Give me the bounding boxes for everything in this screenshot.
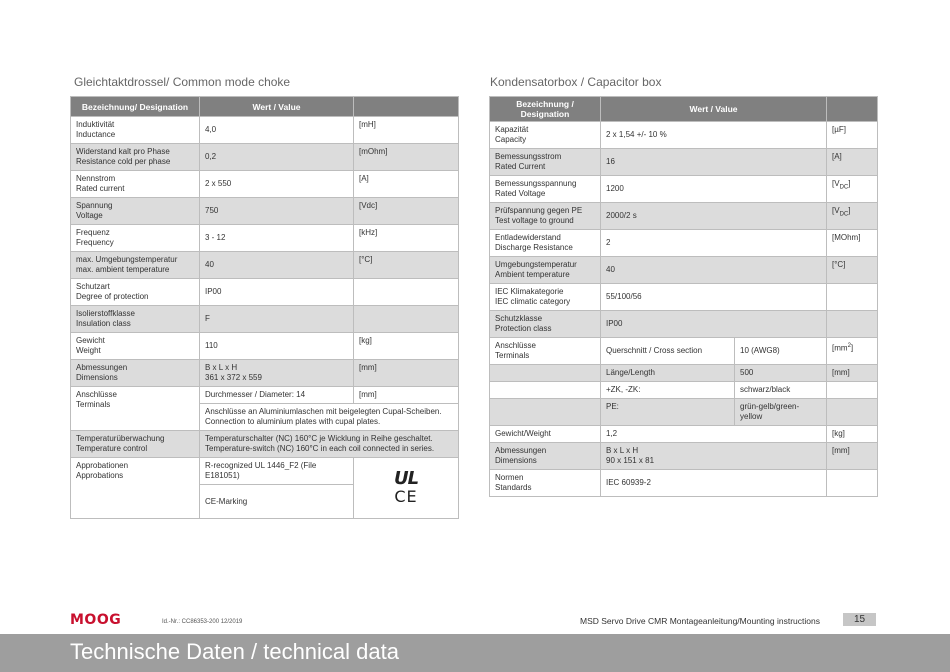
value-cell: 110 bbox=[200, 333, 354, 360]
value-cell: 0,2 bbox=[200, 144, 354, 171]
unit-cell: [A] bbox=[827, 149, 878, 176]
designation-cell: Nennstrom Rated current bbox=[71, 171, 200, 198]
choke-section-title: Gleichtaktdrossel/ Common mode choke bbox=[74, 75, 291, 89]
designation-cell bbox=[490, 365, 601, 382]
value-cell: IP00 bbox=[601, 311, 827, 338]
value-header: Wert / Value bbox=[601, 97, 827, 122]
table-row bbox=[71, 225, 459, 252]
table-header-row bbox=[71, 97, 459, 117]
value-cell: 4,0 bbox=[200, 117, 354, 144]
designation-cell: Kapazität Capacity bbox=[490, 122, 601, 149]
chapter-heading: Technische Daten / technical data bbox=[70, 639, 399, 664]
unit-cell bbox=[827, 284, 878, 311]
table-row bbox=[490, 311, 878, 338]
designation-cell: Gewicht/Weight bbox=[490, 426, 601, 443]
terminal-value-cell: grün-gelb/green-yellow bbox=[735, 399, 827, 426]
table-row bbox=[71, 252, 459, 279]
unit-cell: [Vdc] bbox=[354, 198, 459, 225]
designation-cell: Abmessungen Dimensions bbox=[71, 360, 200, 387]
table-header-row bbox=[490, 97, 878, 122]
value-cell: 2 x 1,54 +/- 10 % bbox=[601, 122, 827, 149]
moog-logo: MOOG bbox=[70, 612, 122, 628]
designation-cell: Umgebungstemperatur Ambient temperature bbox=[490, 257, 601, 284]
table-row bbox=[71, 198, 459, 225]
table-row bbox=[490, 149, 878, 176]
value-cell: 16 bbox=[601, 149, 827, 176]
designation-cell: Schutzklasse Protection class bbox=[490, 311, 601, 338]
value-header: Wert / Value bbox=[200, 97, 354, 117]
value-cell: 2 bbox=[601, 230, 827, 257]
approval-marks-cell bbox=[354, 458, 459, 519]
designation-header: Bezeichnung / Designation bbox=[490, 97, 601, 122]
unit-cell: [kHz] bbox=[354, 225, 459, 252]
value-cell: 1200 bbox=[601, 176, 827, 203]
unit-cell: [mH] bbox=[354, 117, 459, 144]
designation-cell: Entladewiderstand Discharge Resistance bbox=[490, 230, 601, 257]
table-row bbox=[490, 443, 878, 470]
terminal-label-cell: Länge/Length bbox=[601, 365, 735, 382]
value-cell: B x L x H 90 x 151 x 81 bbox=[601, 443, 827, 470]
designation-cell: Induktivität Inductance bbox=[71, 117, 200, 144]
designation-cell: Bemessungsspannung Rated Voltage bbox=[490, 176, 601, 203]
value-cell: 3 - 12 bbox=[200, 225, 354, 252]
designation-cell: Widerstand kalt pro Phase Resistance cold per phase bbox=[71, 144, 200, 171]
terminals-row bbox=[490, 365, 878, 382]
table-row bbox=[71, 144, 459, 171]
terminals-row bbox=[490, 382, 878, 399]
unit-cell bbox=[827, 399, 878, 426]
designation-cell bbox=[490, 399, 601, 426]
value-cell: 2 x 550 bbox=[200, 171, 354, 198]
table-row bbox=[71, 117, 459, 144]
terminal-label-cell: +ZK, -ZK: bbox=[601, 382, 735, 399]
designation-header: Bezeichnung/ Designation bbox=[71, 97, 200, 117]
approvals-row bbox=[71, 458, 459, 485]
value-cell: CE-Marking bbox=[200, 485, 354, 519]
unit-cell: [mm] bbox=[827, 365, 878, 382]
designation-cell bbox=[490, 382, 601, 399]
terminals-row bbox=[71, 387, 459, 404]
table-row bbox=[71, 333, 459, 360]
designation-cell: Bemessungsstrom Rated Current bbox=[490, 149, 601, 176]
table-row bbox=[71, 360, 459, 387]
terminal-value-cell: 10 (AWG8) bbox=[735, 338, 827, 365]
note-cell: Anschlüsse an Aluminiumlaschen mit beigelegten Cupal-Scheiben. Connection to aluminium plates with cupal plates. bbox=[200, 404, 459, 431]
value-cell: 55/100/56 bbox=[601, 284, 827, 311]
table-row bbox=[490, 230, 878, 257]
unit-cell bbox=[827, 311, 878, 338]
unit-cell: [kg] bbox=[354, 333, 459, 360]
terminal-value-cell: schwarz/black bbox=[735, 382, 827, 399]
terminals-row bbox=[490, 338, 878, 365]
designation-cell: Spannung Voltage bbox=[71, 198, 200, 225]
value-cell: 750 bbox=[200, 198, 354, 225]
manual-title: MSD Servo Drive CMR Montageanleitung/Mounting instructions bbox=[580, 616, 820, 626]
unit-cell: [mm] bbox=[354, 360, 459, 387]
designation-cell: Approbationen Approbations bbox=[71, 458, 200, 519]
table-row bbox=[490, 203, 878, 230]
table-row bbox=[71, 306, 459, 333]
terminal-value-cell: 500 bbox=[735, 365, 827, 382]
value-cell: IP00 bbox=[200, 279, 354, 306]
value-cell: F bbox=[200, 306, 354, 333]
page-number: 15 bbox=[843, 613, 876, 626]
unit-cell: $[V_{DC}]$ bbox=[827, 203, 878, 230]
table-row bbox=[490, 284, 878, 311]
unit-cell: [°C] bbox=[827, 257, 878, 284]
value-cell: 40 bbox=[200, 252, 354, 279]
designation-cell: max. Umgebungstemperatur max. ambient temperature bbox=[71, 252, 200, 279]
value-cell: IEC 60939-2 bbox=[601, 470, 827, 497]
unit-cell: $[V_{DC}]$ bbox=[827, 176, 878, 203]
table-row bbox=[490, 122, 878, 149]
value-cell: 2000/2 s bbox=[601, 203, 827, 230]
unit-cell bbox=[827, 470, 878, 497]
designation-cell: Prüfspannung gegen PE Test voltage to ground bbox=[490, 203, 601, 230]
value-cell: Durchmesser / Diameter: 14 bbox=[200, 387, 354, 404]
terminal-label-cell: Querschnitt / Cross section bbox=[601, 338, 735, 365]
designation-cell: Isolierstoffklasse Insulation class bbox=[71, 306, 200, 333]
unit-cell: [°C] bbox=[354, 252, 459, 279]
choke-spec-table bbox=[70, 96, 459, 519]
value-cell: 1,2 bbox=[601, 426, 827, 443]
capacitor-spec-table bbox=[489, 96, 878, 497]
table-row bbox=[490, 470, 878, 497]
terminals-row bbox=[490, 399, 878, 426]
unit-cell bbox=[827, 382, 878, 399]
designation-cell: Anschlüsse Terminals bbox=[71, 387, 200, 431]
designation-cell: Gewicht Weight bbox=[71, 333, 200, 360]
designation-cell: Anschlüsse Terminals bbox=[490, 338, 601, 365]
unit-cell: [A] bbox=[354, 171, 459, 198]
ce-mark-icon: CE bbox=[394, 487, 418, 506]
unit-cell: [µF] bbox=[827, 122, 878, 149]
table-row bbox=[490, 257, 878, 284]
ul-recognized-icon: UL bbox=[393, 468, 419, 489]
value-cell: R-recognized UL 1446_F2 (File E181051) bbox=[200, 458, 354, 485]
unit-cell: [mm] bbox=[354, 387, 459, 404]
designation-cell: Temperaturüberwachung Temperature control bbox=[71, 431, 200, 458]
table-row bbox=[71, 279, 459, 306]
unit-cell bbox=[354, 306, 459, 333]
table-row bbox=[71, 171, 459, 198]
capacitor-section-title: Kondensatorbox / Capacitor box bbox=[490, 75, 662, 89]
unit-cell: [mm] bbox=[827, 443, 878, 470]
unit-cell bbox=[354, 279, 459, 306]
designation-cell: IEC Klimakategorie IEC climatic category bbox=[490, 284, 601, 311]
terminal-label-cell: PE: bbox=[601, 399, 735, 426]
table-row bbox=[490, 426, 878, 443]
unit-header bbox=[827, 97, 878, 122]
designation-cell: Frequenz Frequency bbox=[71, 225, 200, 252]
value-cell: B x L x H 361 x 372 x 559 bbox=[200, 360, 354, 387]
unit-cell: [kg] bbox=[827, 426, 878, 443]
table-row bbox=[490, 176, 878, 203]
designation-cell: Schutzart Degree of protection bbox=[71, 279, 200, 306]
unit-cell: [mOhm] bbox=[354, 144, 459, 171]
designation-cell: Abmessungen Dimensions bbox=[490, 443, 601, 470]
value-cell: Temperaturschalter (NC) 160°C je Wicklung in Reihe geschaltet. Temperature-switch (NC) 160°C in each coil connected in series. bbox=[200, 431, 459, 458]
unit-cell: [MOhm] bbox=[827, 230, 878, 257]
designation-cell: Normen Standards bbox=[490, 470, 601, 497]
value-cell: 40 bbox=[601, 257, 827, 284]
unit-cell: $[mm^2]$ bbox=[827, 338, 878, 365]
document-id: Id.-Nr.: CC86353-200 12/2019 bbox=[162, 619, 243, 625]
unit-header bbox=[354, 97, 459, 117]
table-row bbox=[71, 431, 459, 458]
